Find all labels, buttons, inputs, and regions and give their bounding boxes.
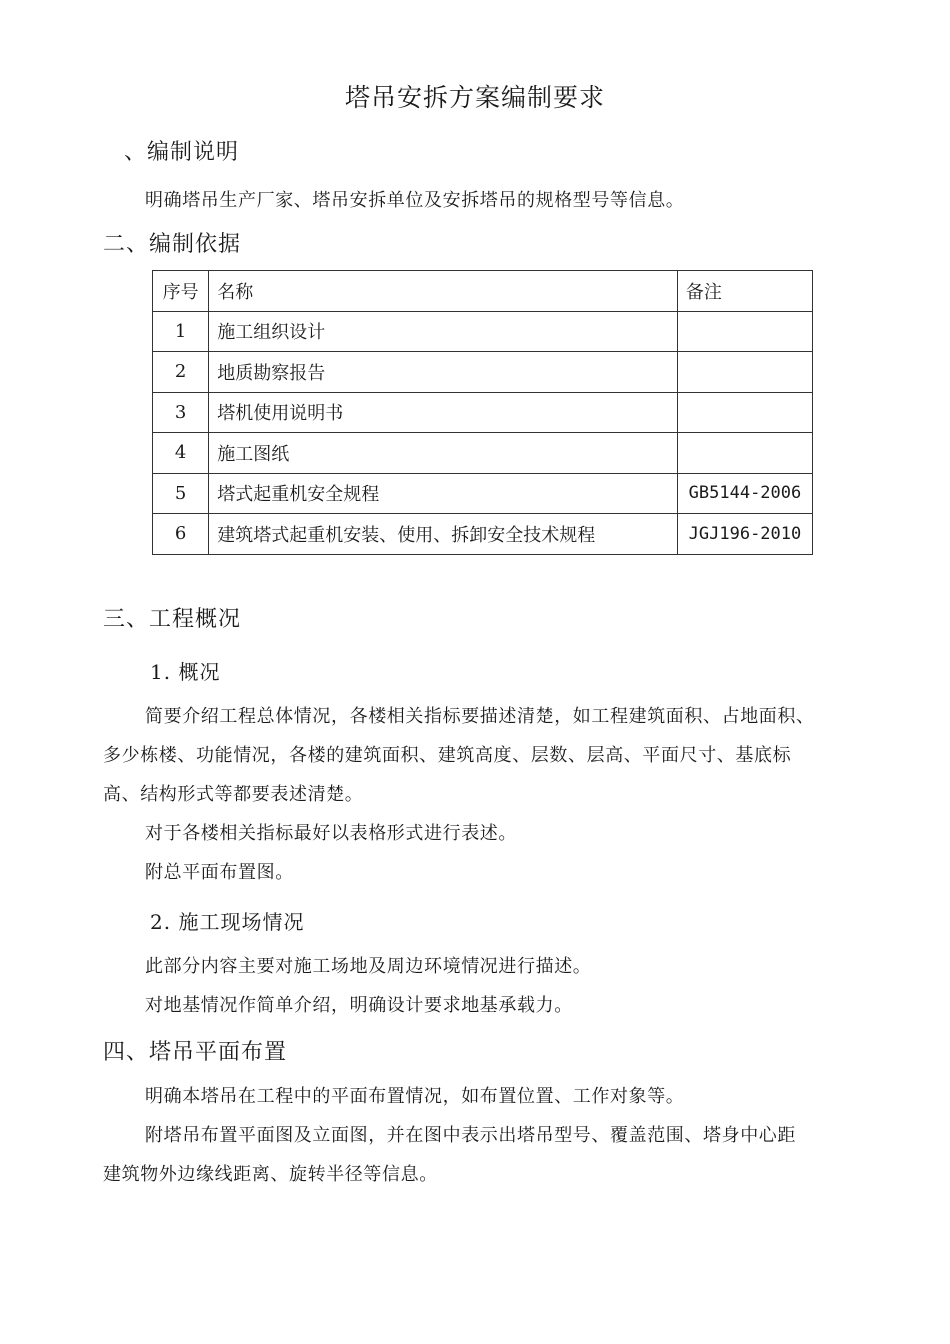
section-2-heading: 二、编制依据 — [103, 232, 242, 257]
paragraph: 附总平面布置图。 — [145, 862, 294, 883]
row-number: 5 — [153, 473, 209, 514]
paragraph-line: 简要介绍工程总体情况，各楼相关指标要描述清楚，如工程建筑面积、占地面积、 — [145, 706, 815, 727]
header-cell: 名称 — [209, 271, 678, 312]
row-name: 塔机使用说明书 — [209, 392, 678, 433]
table-header-row — [153, 271, 813, 312]
row-name: 施工图纸 — [209, 433, 678, 474]
table-row — [153, 433, 813, 474]
row-note — [677, 311, 812, 352]
row-note: GB5144-2006 — [677, 473, 812, 514]
paragraph: 明确本塔吊在工程中的平面布置情况，如布置位置、工作对象等。 — [145, 1086, 685, 1107]
subsection-heading: 1. 概况 — [150, 660, 221, 684]
row-number: 3 — [153, 392, 209, 433]
paragraph: 此部分内容主要对施工场地及周边环境情况进行描述。 — [145, 956, 592, 977]
paragraph-line: 建筑物外边缘线距离、旋转半径等信息。 — [103, 1164, 438, 1185]
row-note — [677, 433, 812, 474]
row-number: 4 — [153, 433, 209, 474]
paragraph-line: 附塔吊布置平面图及立面图，并在图中表示出塔吊型号、覆盖范围、塔身中心距 — [145, 1125, 796, 1146]
basis-table — [152, 270, 813, 555]
table-row — [153, 392, 813, 433]
page-title: 塔吊安拆方案编制要求 — [344, 83, 605, 112]
header-cell: 备注 — [677, 271, 812, 312]
row-name: 施工组织设计 — [209, 311, 678, 352]
section-3-heading: 三、工程概况 — [103, 607, 242, 632]
row-name: 建筑塔式起重机安装、使用、拆卸安全技术规程 — [209, 514, 678, 555]
header-cell: 序号 — [153, 271, 209, 312]
row-note: JGJ196-2010 — [677, 514, 812, 555]
row-note — [677, 392, 812, 433]
table-row — [153, 311, 813, 352]
row-name: 塔式起重机安全规程 — [209, 473, 678, 514]
section-4-heading: 四、塔吊平面布置 — [103, 1040, 288, 1065]
paragraph-line: 多少栋楼、功能情况，各楼的建筑面积、建筑高度、层数、层高、平面尺寸、基底标 — [103, 745, 792, 766]
row-name: 地质勘察报告 — [209, 352, 678, 393]
paragraph: 对于各楼相关指标最好以表格形式进行表述。 — [145, 823, 517, 844]
paragraph-line: 高、结构形式等都要表述清楚。 — [103, 784, 364, 805]
subsection-heading: 2. 施工现场情况 — [150, 910, 305, 934]
section-1-heading: 、编制说明 — [124, 140, 240, 165]
row-note — [677, 352, 812, 393]
table-row — [153, 352, 813, 393]
table-row — [153, 473, 813, 514]
row-number: 2 — [153, 352, 209, 393]
paragraph: 对地基情况作简单介绍，明确设计要求地基承载力。 — [145, 995, 573, 1016]
row-number: 6 — [153, 514, 209, 555]
row-number: 1 — [153, 311, 209, 352]
paragraph: 明确塔吊生产厂家、塔吊安拆单位及安拆塔吊的规格型号等信息。 — [145, 190, 685, 211]
table-row — [153, 514, 813, 555]
